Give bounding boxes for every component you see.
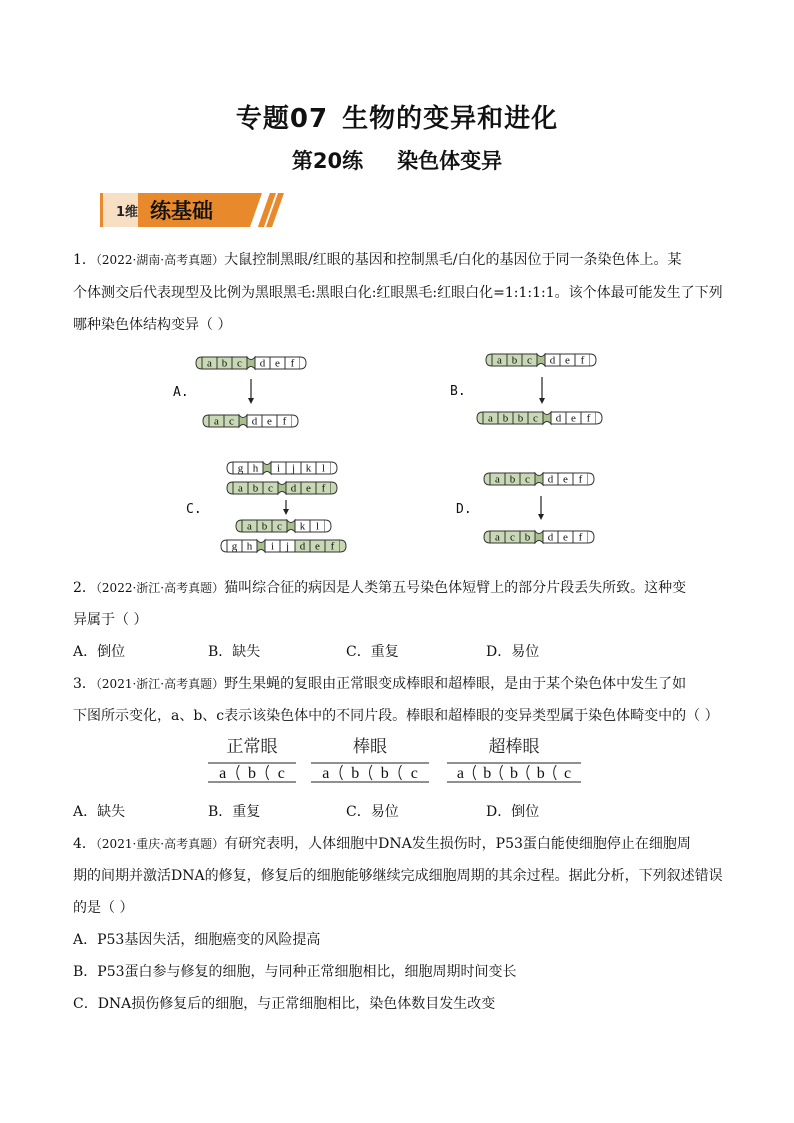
segment-label: b	[261, 520, 268, 533]
q4-option-b[interactable]: B．P53蛋白参与修复的细胞，与同种正常细胞相比，细胞周期时间变长	[73, 964, 517, 980]
chromosome-a-result	[203, 415, 298, 428]
chromosome-c-result-1	[236, 520, 331, 533]
segment-label: a	[322, 765, 330, 782]
q3-option-d[interactable]: D．倒位	[486, 804, 540, 820]
segment-label: f	[282, 415, 287, 428]
segment-label: c	[533, 412, 538, 425]
segment-label: i	[270, 540, 275, 553]
segment-label: h	[246, 540, 253, 553]
segment-label: d	[547, 473, 554, 486]
segment-label: h	[252, 462, 259, 475]
title-part2: 生物的变异和进化	[342, 104, 559, 134]
title-part1: 专题07	[235, 104, 329, 134]
eye-bar	[311, 737, 429, 782]
segment-label: j	[285, 540, 290, 553]
segment-label: l	[321, 462, 326, 475]
segment-label: e	[563, 531, 568, 544]
segment-label: a	[495, 473, 500, 486]
q1-label-a: A.	[173, 385, 189, 400]
subtitle-part1: 第20练	[291, 149, 364, 173]
segment-label: e	[306, 482, 311, 495]
segment-label: e	[275, 357, 280, 370]
segment-label: c	[237, 357, 242, 370]
q3-line2: 下图所示变化，a、b、c表示该染色体中的不同片段。棒眼和超棒眼的变异类型属于染色体畸变中的（ ）	[73, 708, 719, 724]
segment-label: b	[536, 765, 545, 782]
segment-label: b	[248, 765, 256, 782]
eye-type-label: 超棒眼	[488, 737, 540, 757]
segment-label: j	[291, 462, 296, 475]
q3-line1: 3．（2021·浙江·高考真题）野生果蝇的复眼由正常眼变成棒眼和超棒眼，是由于某个染色体中发生了如	[73, 676, 687, 692]
segment-label: d	[299, 540, 306, 553]
q1-line1: 1．（2022·湖南·高考真题）大鼠控制黑眼/红眼的基因和控制黑毛/白化的基因位于同一条染色体上。某	[73, 252, 682, 268]
segment-label: a	[207, 357, 212, 370]
eye-type-label: 棒眼	[353, 737, 387, 757]
segment-label: c	[410, 765, 418, 782]
segment-label: c	[268, 482, 273, 495]
q3-option-a[interactable]: A．缺失	[73, 804, 126, 820]
eye-superbar	[447, 736, 581, 782]
segment-label: a	[219, 765, 227, 782]
segment-label: b	[252, 482, 259, 495]
segment-label: c	[277, 765, 285, 782]
segment-label: k	[305, 462, 312, 475]
segment-label: d	[555, 412, 562, 425]
segment-label: d	[547, 531, 554, 544]
chromosome-b-original	[486, 354, 596, 367]
chromosome-d-result	[484, 531, 594, 544]
chromosome-c-result-2	[221, 540, 346, 553]
subtitle-part2: 染色体变异	[397, 149, 503, 173]
q1-label-c: C.	[186, 502, 202, 517]
segment-label: e	[563, 473, 568, 486]
q2-option-d[interactable]: D．易位	[486, 644, 540, 660]
segment-label: g	[231, 540, 238, 553]
q1-label-b: B.	[450, 384, 466, 399]
segment-label: d	[549, 354, 556, 367]
segment-label: c	[510, 531, 515, 544]
segment-label: f	[578, 531, 583, 544]
chromosome-d-original	[484, 473, 594, 486]
segment-label: c	[564, 765, 572, 782]
segment-label: b	[510, 765, 518, 782]
segment-label: b	[517, 412, 524, 425]
segment-label: i	[276, 462, 281, 475]
segment-label: b	[483, 765, 492, 782]
segment-label: e	[315, 540, 320, 553]
segment-label: b	[511, 354, 518, 367]
q4-option-c[interactable]: C．DNA损伤修复后的细胞，与正常细胞相比，染色体数目发生改变	[73, 996, 496, 1012]
segment-label: e	[267, 415, 272, 428]
segment-label: b	[502, 412, 509, 425]
segment-label: a	[214, 415, 219, 428]
chromosome-c-original-2	[227, 482, 337, 495]
q3-eye-figure	[0, 730, 794, 790]
eye-type-label: 正常眼	[226, 737, 278, 757]
segment-label: e	[565, 354, 570, 367]
q1-line2: 个体测交后代表现型及比例为黑眼黑毛:黑眼白化:红眼黑毛:红眼白化=1:1:1:1。该个体最可能发生了下列	[73, 285, 723, 301]
q2-option-b[interactable]: B．缺失	[208, 644, 261, 660]
segment-label: f	[586, 412, 591, 425]
segment-label: b	[524, 531, 531, 544]
chromosome-c-original-1	[227, 462, 337, 475]
q4-line2: 期的间期并激活DNA的修复，修复后的细胞能够继续完成细胞周期的其余过程。据此分析，下列叙述错误	[73, 868, 723, 884]
segment-label: a	[488, 412, 493, 425]
chromosome-a-original	[196, 357, 306, 370]
segment-label: b	[509, 473, 516, 486]
segment-label: k	[299, 520, 306, 533]
segment-label: e	[571, 412, 576, 425]
segment-label: f	[330, 540, 335, 553]
segment-label: c	[277, 520, 282, 533]
q1-label-d: D.	[456, 502, 472, 517]
segment-label: d	[259, 357, 266, 370]
q2-line2: 异属于（ ）	[73, 612, 148, 628]
section-badge: 1维	[116, 205, 139, 220]
segment-label: b	[380, 765, 389, 782]
q4-option-a[interactable]: A．P53基因失活，细胞癌变的风险提高	[73, 932, 321, 948]
segment-label: a	[456, 765, 464, 782]
segment-label: f	[321, 482, 326, 495]
q1-chromosome-figure	[0, 0, 794, 560]
segment-label: c	[527, 354, 532, 367]
segment-label: b	[351, 765, 360, 782]
segment-label: d	[290, 482, 297, 495]
q4-line3: 的是（ ）	[73, 900, 134, 916]
segment-label: l	[315, 520, 320, 533]
segment-label: c	[229, 415, 234, 428]
chromosome-b-result	[477, 412, 602, 425]
segment-label: f	[290, 357, 295, 370]
segment-label: a	[238, 482, 243, 495]
segment-label: f	[578, 473, 583, 486]
segment-label: f	[580, 354, 585, 367]
q3-option-c[interactable]: C．易位	[346, 804, 399, 820]
q4-line1: 4．（2021·重庆·高考真题）有研究表明，人体细胞中DNA发生损伤时，P53蛋白能使细胞停止在细胞周	[73, 836, 691, 852]
q3-option-b[interactable]: B．重复	[208, 804, 261, 820]
eye-normal	[208, 737, 296, 782]
q2-line1: 2．（2022·浙江·高考真题）猫叫综合征的病因是人类第五号染色体短臂上的部分片段丢失所致。这种变	[73, 580, 687, 596]
segment-label: a	[247, 520, 252, 533]
segment-label: c	[525, 473, 530, 486]
q1-line3: 哪种染色体结构变异（ ）	[73, 317, 232, 333]
segment-label: d	[251, 415, 258, 428]
segment-label: a	[497, 354, 502, 367]
section-label: 练基础	[150, 199, 213, 223]
q2-option-a[interactable]: A．倒位	[73, 644, 126, 660]
segment-label: g	[237, 462, 244, 475]
segment-label: a	[495, 531, 500, 544]
q2-option-c[interactable]: C．重复	[346, 644, 399, 660]
segment-label: b	[221, 357, 228, 370]
